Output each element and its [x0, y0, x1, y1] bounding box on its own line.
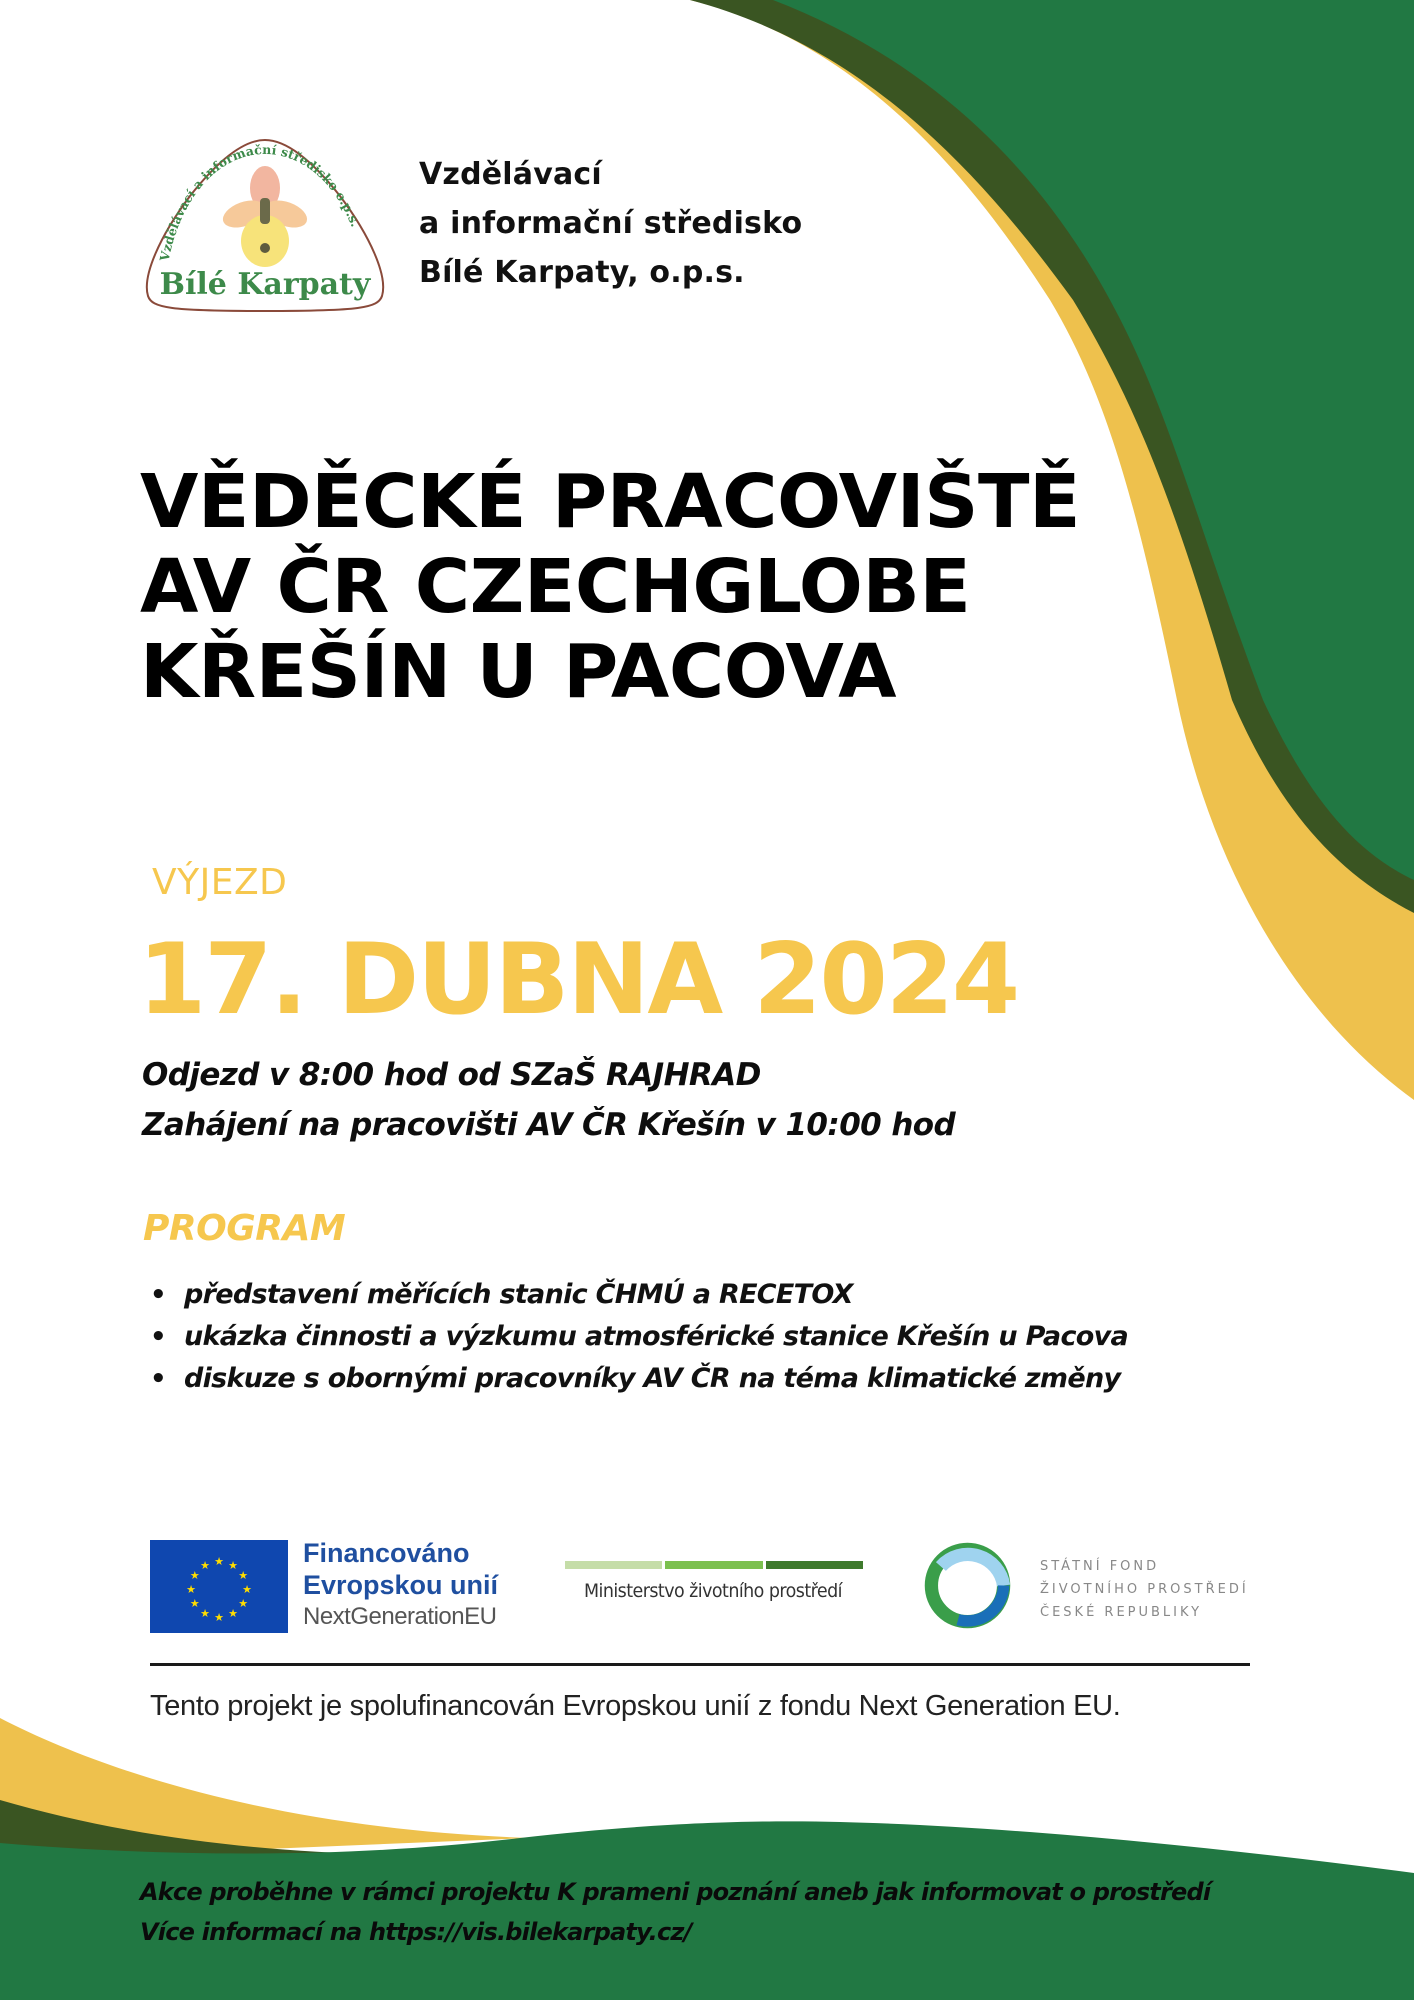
- title-line: KŘEŠÍN U PACOVA: [140, 629, 897, 715]
- title-line: VĚDĚCKÉ PRACOVIŠTĚ: [140, 459, 1081, 545]
- eu-star-icon: ★: [238, 1569, 249, 1582]
- bullet-icon: •: [150, 1364, 166, 1394]
- eu-star-icon: ★: [189, 1597, 200, 1610]
- eu-star-icon: ★: [189, 1569, 200, 1582]
- eu-star-icon: ★: [228, 1558, 238, 1572]
- page-title: [140, 460, 1080, 715]
- org-name-line: Vzdělávací: [419, 157, 602, 192]
- eu-line: Evropskou unií: [303, 1570, 499, 1600]
- bullet-icon: •: [150, 1280, 166, 1310]
- list-item: [150, 1274, 1128, 1316]
- program-heading: PROGRAM: [143, 1208, 346, 1249]
- eu-star-icon: ★: [238, 1597, 249, 1610]
- eu-star-icon: ★: [242, 1583, 252, 1596]
- sfzp-line: ČESKÉ REPUBLIKY: [1040, 1605, 1203, 1620]
- eu-star-icon: ★: [186, 1583, 196, 1596]
- program-list: [150, 1274, 1128, 1400]
- eu-line: Financováno: [303, 1538, 470, 1568]
- mzp-bar-dark: [766, 1561, 863, 1569]
- eu-star-icon: ★: [214, 1611, 224, 1624]
- mzp-name: Ministerstvo životního prostředí: [584, 1580, 842, 1602]
- mzp-logo-bars: [565, 1561, 863, 1569]
- bile-karpaty-logo: [140, 136, 390, 314]
- schedule-departure: Odjezd v 8:00 hod od SZaŠ RAJHRAD: [142, 1057, 761, 1093]
- sfzp-ring-icon: [920, 1538, 1015, 1633]
- org-name-line: Bílé Karpaty, o.p.s.: [419, 255, 745, 290]
- footer-project-line: Akce proběhne v rámci projektu K prameni poznání aneb jak informovat o prostředí: [140, 1878, 1211, 1906]
- schedule-start: Zahájení na pracovišti AV ČR Křešín v 10:00 hod: [142, 1107, 956, 1143]
- eu-star-icon: ★: [228, 1607, 238, 1621]
- event-date: 17. DUBNA 2024: [138, 923, 1019, 1037]
- footer: [140, 1872, 1210, 1952]
- cofinance-note: Tento projekt je spolufinancován Evropskou unií z fondu Next Generation EU.: [150, 1690, 1121, 1722]
- bullet-icon: •: [150, 1322, 166, 1352]
- eu-star-icon: ★: [214, 1555, 224, 1568]
- logo-arc-text: Vzdělávací a informační středisko o.p.s.: [156, 141, 364, 263]
- organization-name: [419, 150, 802, 297]
- eu-line: NextGenerationEU: [303, 1603, 497, 1630]
- list-item: [150, 1316, 1128, 1358]
- sfzp-line: STÁTNÍ FOND: [1040, 1559, 1160, 1574]
- mzp-bar-mid: [665, 1561, 762, 1569]
- event-label: VÝJEZD: [152, 862, 288, 903]
- sfzp-line: ŽIVOTNÍHO PROSTŘEDÍ: [1040, 1582, 1249, 1597]
- eu-star-icon: ★: [200, 1558, 210, 1572]
- eu-star-icon: ★: [200, 1607, 210, 1621]
- footer-more-info-link[interactable]: Více informací na https://vis.bilekarpaty.cz/: [140, 1918, 692, 1946]
- program-item-text: diskuze s obornými pracovníky AV ČR na téma klimatické změny: [184, 1363, 1121, 1394]
- event-schedule: [142, 1050, 955, 1150]
- sfzp-name: [1040, 1555, 1249, 1624]
- program-item-text: ukázka činnosti a výzkumu atmosférické stanice Křešín u Pacova: [184, 1321, 1129, 1352]
- logo-name: Bílé Karpaty: [159, 267, 371, 302]
- mzp-bar-light: [565, 1561, 662, 1569]
- eu-funding-label: [303, 1537, 498, 1633]
- top-wave-green: [773, 0, 1414, 880]
- title-line: AV ČR CZECHGLOBE: [140, 544, 971, 630]
- divider: [150, 1663, 1250, 1666]
- org-name-line: a informační středisko: [419, 206, 803, 241]
- eu-flag-icon: [150, 1540, 288, 1633]
- program-item-text: představení měřících stanic ČHMÚ a RECETOX: [184, 1279, 853, 1310]
- list-item: [150, 1358, 1128, 1400]
